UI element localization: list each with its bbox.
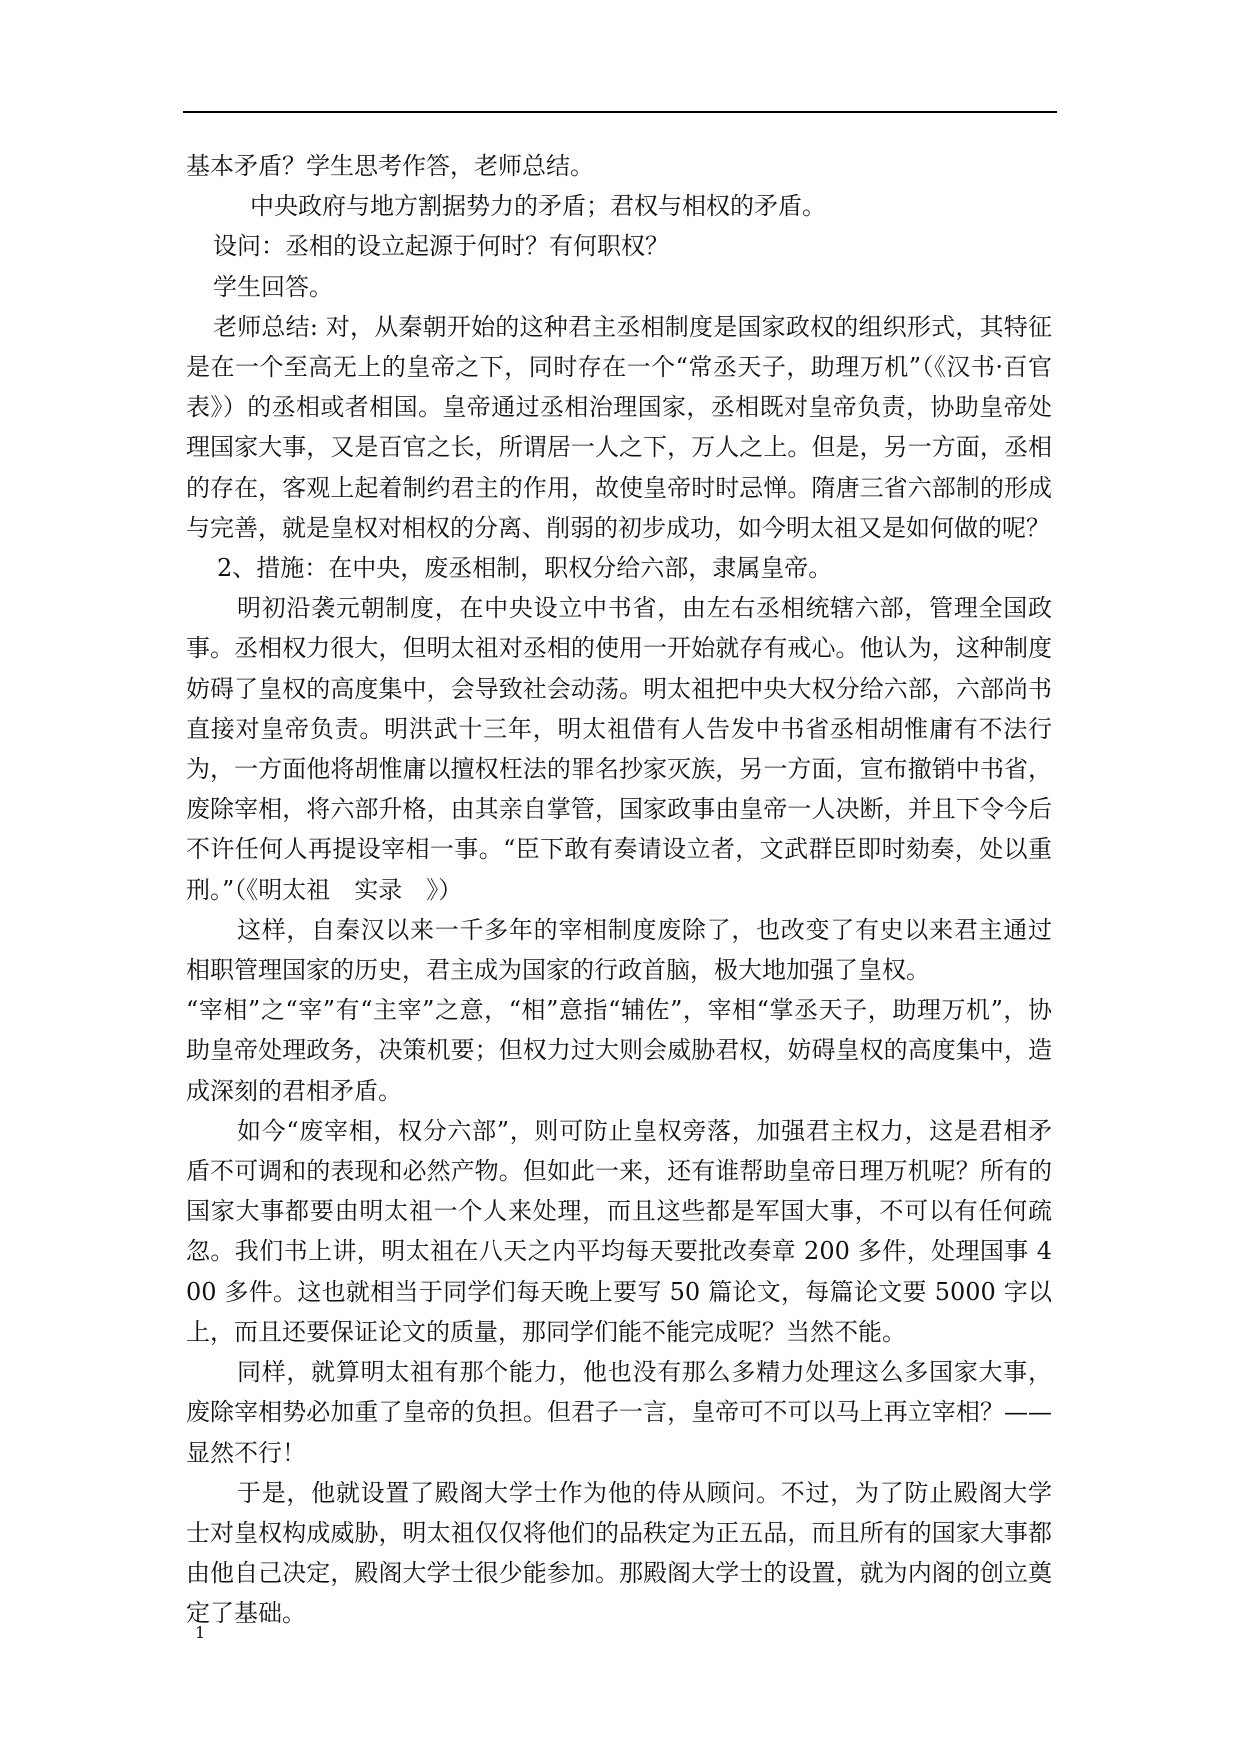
- page-number: 1: [195, 1623, 206, 1642]
- paragraph: 设问：丞相的设立起源于何时？有何职权？: [213, 232, 669, 261]
- paragraph: 老师总结: 对，从秦朝开始的这种君主丞相制度是国家政权的组织形式，其特征是在一个至高无上的皇帝之下，同时存在一个“常丞天子，助理万机”（《汉书·百官表》）的丞相或者相国。皇帝通过丞相治理国家，丞相既对皇帝负责，协助皇帝处理国家大事，又是百官之长，所谓居一人之下，万人之上。但是，另一方面，丞相的存在，客观上起着制约君主的作用，故使皇帝时时忌惮。隋唐三省六部制的形成与完善，就是皇权对相权的分离、削弱的初步成功，如今明太祖又是如何做的呢？: [186, 312, 1052, 542]
- paragraph: 如今“废宰相，权分六部”，则可防止皇权旁落，加强君主权力，这是君相矛盾不可调和的表现和必然产物。但如此一来，还有谁帮助皇帝日理万机呢？所有的国家大事都要由明太祖一个人来处理，而且这些都是军国大事，不可以有任何疏忽。我们书上讲，明太祖在八天之内平均每天要批改奏章 200 多件，处理国事 400 多件。这也就相当于同学们每天晚上要写 50 篇论文，每篇论文要 5000 字以上，而且还要保证论文的质量，那同学们能不能完成呢？当然不能。: [186, 1116, 1052, 1346]
- document-body: [186, 146, 1052, 1634]
- paragraph: 同样，就算明太祖有那个能力，他也没有那么多精力处理这么多国家大事，废除宰相势必加重了皇帝的负担。但君子一言，皇帝可不可以马上再立宰相？——显然不行！: [186, 1358, 1052, 1467]
- paragraph: 这样，自秦汉以来一千多年的宰相制度废除了，也改变了有史以来君主通过相职管理国家的历史，君主成为国家的行政首脑，极大地加强了皇权。: [186, 915, 1052, 985]
- header-rule: [183, 111, 1057, 113]
- paragraph: “宰相”之“宰”有“主宰”之意，“相”意指“辅佐”，宰相“掌丞天子，助理万机”，协助皇帝处理政务，决策机要；但权力过大则会威胁君权，妨碍皇权的高度集中，造成深刻的君相矛盾。: [186, 996, 1052, 1105]
- paragraph: 基本矛盾？学生思考作答，老师总结。: [186, 152, 594, 180]
- paragraph: 明初沿袭元朝制度，在中央设立中书省，由左右丞相统辖六部，管理全国政事。丞相权力很大，但明太祖对丞相的使用一开始就存有戒心。他认为，这种制度妨碍了皇权的高度集中，会导致社会动荡。明太祖把中央大权分给六部，六部尚书直接对皇帝负责。明洪武十三年，明太祖借有人告发中书省丞相胡惟庸有不法行为，一方面他将胡惟庸以擅权枉法的罪名抄家灭族，另一方面，宣布撤销中书省，废除宰相，将六部升格，由其亲自掌管，国家政事由皇帝一人决断，并且下令今后不许任何人再提设宰相一事。“臣下敢有奏请设立者，文武群臣即时劾奏，处以重刑。”（《明太祖 实录 》）: [186, 594, 1052, 904]
- paragraph: 中央政府与地方割据势力的矛盾；君权与相权的矛盾。: [250, 192, 826, 221]
- paragraph: 于是，他就设置了殿阁大学士作为他的侍从顾问。不过，为了防止殿阁大学士对皇权构成威胁，明太祖仅仅将他们的品秩定为正五品，而且所有的国家大事都由他自己决定，殿阁大学士很少能参加。那殿阁大学士的设置，就为内阁的创立奠定了基础。: [186, 1478, 1052, 1628]
- paragraph: 学生回答。: [213, 272, 333, 301]
- paragraph: 2、措施：在中央，废丞相制，职权分给六部，隶属皇帝。: [217, 554, 833, 583]
